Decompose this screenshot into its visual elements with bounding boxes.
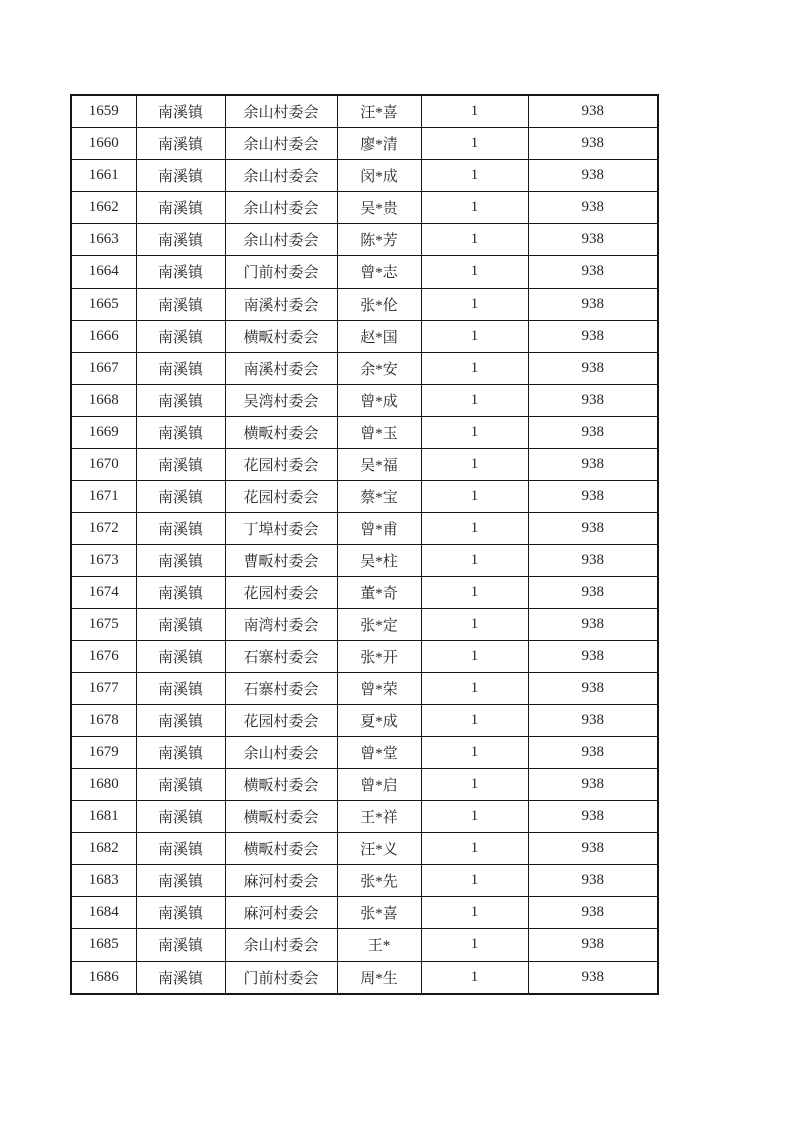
cell-seq: 1676 bbox=[71, 641, 136, 673]
cell-village: 吴湾村委会 bbox=[225, 384, 337, 416]
cell-village: 余山村委会 bbox=[225, 160, 337, 192]
cell-town: 南溪镇 bbox=[136, 256, 225, 288]
cell-town: 南溪镇 bbox=[136, 576, 225, 608]
cell-name: 曾*甫 bbox=[337, 512, 421, 544]
cell-count: 1 bbox=[421, 160, 528, 192]
cell-village: 余山村委会 bbox=[225, 128, 337, 160]
cell-village: 南溪村委会 bbox=[225, 352, 337, 384]
cell-count: 1 bbox=[421, 224, 528, 256]
cell-count: 1 bbox=[421, 865, 528, 897]
cell-village: 石寨村委会 bbox=[225, 673, 337, 705]
cell-name: 汪*义 bbox=[337, 833, 421, 865]
cell-town: 南溪镇 bbox=[136, 737, 225, 769]
cell-count: 1 bbox=[421, 384, 528, 416]
cell-count: 1 bbox=[421, 448, 528, 480]
cell-count: 1 bbox=[421, 608, 528, 640]
cell-town: 南溪镇 bbox=[136, 608, 225, 640]
cell-town: 南溪镇 bbox=[136, 544, 225, 576]
cell-name: 曾*玉 bbox=[337, 416, 421, 448]
cell-town: 南溪镇 bbox=[136, 224, 225, 256]
cell-seq: 1673 bbox=[71, 544, 136, 576]
cell-seq: 1682 bbox=[71, 833, 136, 865]
cell-town: 南溪镇 bbox=[136, 384, 225, 416]
cell-count: 1 bbox=[421, 769, 528, 801]
cell-village: 余山村委会 bbox=[225, 929, 337, 961]
table-row bbox=[71, 128, 658, 160]
cell-value: 938 bbox=[528, 705, 658, 737]
cell-village: 余山村委会 bbox=[225, 737, 337, 769]
cell-name: 张*开 bbox=[337, 641, 421, 673]
cell-town: 南溪镇 bbox=[136, 416, 225, 448]
cell-seq: 1679 bbox=[71, 737, 136, 769]
cell-town: 南溪镇 bbox=[136, 480, 225, 512]
cell-town: 南溪镇 bbox=[136, 801, 225, 833]
cell-count: 1 bbox=[421, 288, 528, 320]
cell-count: 1 bbox=[421, 705, 528, 737]
cell-seq: 1680 bbox=[71, 769, 136, 801]
cell-name: 夏*成 bbox=[337, 705, 421, 737]
cell-name: 张*先 bbox=[337, 865, 421, 897]
cell-value: 938 bbox=[528, 384, 658, 416]
cell-seq: 1675 bbox=[71, 608, 136, 640]
cell-town: 南溪镇 bbox=[136, 833, 225, 865]
cell-village: 余山村委会 bbox=[225, 95, 337, 128]
cell-town: 南溪镇 bbox=[136, 769, 225, 801]
table-row bbox=[71, 929, 658, 961]
cell-village: 横畈村委会 bbox=[225, 833, 337, 865]
cell-name: 廖*清 bbox=[337, 128, 421, 160]
cell-value: 938 bbox=[528, 192, 658, 224]
cell-village: 花园村委会 bbox=[225, 448, 337, 480]
cell-value: 938 bbox=[528, 608, 658, 640]
table-row bbox=[71, 801, 658, 833]
cell-name: 董*奇 bbox=[337, 576, 421, 608]
cell-value: 938 bbox=[528, 288, 658, 320]
cell-town: 南溪镇 bbox=[136, 95, 225, 128]
cell-town: 南溪镇 bbox=[136, 192, 225, 224]
cell-seq: 1674 bbox=[71, 576, 136, 608]
table-row bbox=[71, 608, 658, 640]
cell-seq: 1668 bbox=[71, 384, 136, 416]
cell-name: 曾*志 bbox=[337, 256, 421, 288]
cell-name: 吴*福 bbox=[337, 448, 421, 480]
cell-village: 花园村委会 bbox=[225, 705, 337, 737]
cell-value: 938 bbox=[528, 641, 658, 673]
cell-seq: 1686 bbox=[71, 961, 136, 994]
cell-value: 938 bbox=[528, 448, 658, 480]
cell-seq: 1681 bbox=[71, 801, 136, 833]
cell-village: 南湾村委会 bbox=[225, 608, 337, 640]
table-row bbox=[71, 737, 658, 769]
cell-value: 938 bbox=[528, 769, 658, 801]
cell-seq: 1663 bbox=[71, 224, 136, 256]
cell-value: 938 bbox=[528, 833, 658, 865]
cell-name: 赵*国 bbox=[337, 320, 421, 352]
cell-name: 张*喜 bbox=[337, 897, 421, 929]
cell-value: 938 bbox=[528, 737, 658, 769]
cell-value: 938 bbox=[528, 160, 658, 192]
cell-count: 1 bbox=[421, 352, 528, 384]
table-row bbox=[71, 352, 658, 384]
cell-value: 938 bbox=[528, 512, 658, 544]
cell-seq: 1666 bbox=[71, 320, 136, 352]
cell-count: 1 bbox=[421, 544, 528, 576]
table-row bbox=[71, 160, 658, 192]
table-row bbox=[71, 512, 658, 544]
table-row bbox=[71, 416, 658, 448]
cell-seq: 1662 bbox=[71, 192, 136, 224]
table-row bbox=[71, 897, 658, 929]
cell-value: 938 bbox=[528, 224, 658, 256]
data-table bbox=[70, 94, 659, 995]
cell-name: 闵*成 bbox=[337, 160, 421, 192]
cell-name: 周*生 bbox=[337, 961, 421, 994]
cell-count: 1 bbox=[421, 95, 528, 128]
cell-seq: 1661 bbox=[71, 160, 136, 192]
cell-count: 1 bbox=[421, 512, 528, 544]
cell-count: 1 bbox=[421, 192, 528, 224]
table-row bbox=[71, 576, 658, 608]
table-row bbox=[71, 705, 658, 737]
cell-village: 门前村委会 bbox=[225, 256, 337, 288]
cell-name: 吴*贵 bbox=[337, 192, 421, 224]
cell-seq: 1678 bbox=[71, 705, 136, 737]
cell-seq: 1684 bbox=[71, 897, 136, 929]
cell-town: 南溪镇 bbox=[136, 448, 225, 480]
table-row bbox=[71, 865, 658, 897]
cell-seq: 1685 bbox=[71, 929, 136, 961]
cell-seq: 1672 bbox=[71, 512, 136, 544]
cell-seq: 1659 bbox=[71, 95, 136, 128]
cell-count: 1 bbox=[421, 256, 528, 288]
cell-value: 938 bbox=[528, 929, 658, 961]
cell-village: 南溪村委会 bbox=[225, 288, 337, 320]
cell-village: 横畈村委会 bbox=[225, 801, 337, 833]
cell-name: 王* bbox=[337, 929, 421, 961]
cell-value: 938 bbox=[528, 544, 658, 576]
cell-name: 蔡*宝 bbox=[337, 480, 421, 512]
cell-seq: 1677 bbox=[71, 673, 136, 705]
table-row bbox=[71, 641, 658, 673]
cell-seq: 1660 bbox=[71, 128, 136, 160]
cell-seq: 1669 bbox=[71, 416, 136, 448]
cell-count: 1 bbox=[421, 801, 528, 833]
cell-count: 1 bbox=[421, 641, 528, 673]
cell-seq: 1683 bbox=[71, 865, 136, 897]
cell-value: 938 bbox=[528, 801, 658, 833]
cell-village: 石寨村委会 bbox=[225, 641, 337, 673]
table-row bbox=[71, 448, 658, 480]
cell-seq: 1664 bbox=[71, 256, 136, 288]
cell-town: 南溪镇 bbox=[136, 897, 225, 929]
cell-value: 938 bbox=[528, 961, 658, 994]
cell-village: 横畈村委会 bbox=[225, 769, 337, 801]
cell-count: 1 bbox=[421, 833, 528, 865]
cell-seq: 1671 bbox=[71, 480, 136, 512]
cell-count: 1 bbox=[421, 737, 528, 769]
cell-name: 曾*荣 bbox=[337, 673, 421, 705]
cell-name: 曾*启 bbox=[337, 769, 421, 801]
table-row bbox=[71, 288, 658, 320]
cell-name: 曾*成 bbox=[337, 384, 421, 416]
cell-count: 1 bbox=[421, 416, 528, 448]
cell-value: 938 bbox=[528, 352, 658, 384]
table-row bbox=[71, 256, 658, 288]
cell-value: 938 bbox=[528, 480, 658, 512]
cell-village: 横畈村委会 bbox=[225, 320, 337, 352]
cell-village: 曹畈村委会 bbox=[225, 544, 337, 576]
cell-count: 1 bbox=[421, 128, 528, 160]
cell-count: 1 bbox=[421, 576, 528, 608]
table-row bbox=[71, 384, 658, 416]
cell-value: 938 bbox=[528, 416, 658, 448]
table-row bbox=[71, 224, 658, 256]
cell-name: 曾*堂 bbox=[337, 737, 421, 769]
cell-village: 麻河村委会 bbox=[225, 897, 337, 929]
table-row bbox=[71, 769, 658, 801]
table-row bbox=[71, 961, 658, 994]
cell-count: 1 bbox=[421, 961, 528, 994]
cell-name: 张*定 bbox=[337, 608, 421, 640]
table-row bbox=[71, 320, 658, 352]
cell-village: 余山村委会 bbox=[225, 192, 337, 224]
cell-name: 王*祥 bbox=[337, 801, 421, 833]
cell-village: 花园村委会 bbox=[225, 480, 337, 512]
table-row bbox=[71, 673, 658, 705]
cell-village: 余山村委会 bbox=[225, 224, 337, 256]
cell-town: 南溪镇 bbox=[136, 512, 225, 544]
cell-village: 花园村委会 bbox=[225, 576, 337, 608]
cell-value: 938 bbox=[528, 256, 658, 288]
cell-town: 南溪镇 bbox=[136, 128, 225, 160]
cell-value: 938 bbox=[528, 320, 658, 352]
cell-name: 汪*喜 bbox=[337, 95, 421, 128]
table-row bbox=[71, 833, 658, 865]
table-row bbox=[71, 480, 658, 512]
cell-town: 南溪镇 bbox=[136, 288, 225, 320]
cell-value: 938 bbox=[528, 865, 658, 897]
cell-seq: 1670 bbox=[71, 448, 136, 480]
cell-count: 1 bbox=[421, 320, 528, 352]
cell-seq: 1665 bbox=[71, 288, 136, 320]
cell-town: 南溪镇 bbox=[136, 352, 225, 384]
cell-town: 南溪镇 bbox=[136, 929, 225, 961]
cell-village: 横畈村委会 bbox=[225, 416, 337, 448]
cell-name: 吴*柱 bbox=[337, 544, 421, 576]
cell-town: 南溪镇 bbox=[136, 673, 225, 705]
table-row bbox=[71, 544, 658, 576]
cell-town: 南溪镇 bbox=[136, 641, 225, 673]
table-row bbox=[71, 95, 658, 128]
cell-count: 1 bbox=[421, 897, 528, 929]
cell-count: 1 bbox=[421, 673, 528, 705]
cell-value: 938 bbox=[528, 95, 658, 128]
cell-seq: 1667 bbox=[71, 352, 136, 384]
cell-value: 938 bbox=[528, 673, 658, 705]
cell-name: 张*伦 bbox=[337, 288, 421, 320]
cell-village: 门前村委会 bbox=[225, 961, 337, 994]
cell-name: 陈*芳 bbox=[337, 224, 421, 256]
cell-town: 南溪镇 bbox=[136, 320, 225, 352]
cell-town: 南溪镇 bbox=[136, 865, 225, 897]
cell-count: 1 bbox=[421, 929, 528, 961]
cell-value: 938 bbox=[528, 897, 658, 929]
cell-town: 南溪镇 bbox=[136, 160, 225, 192]
cell-count: 1 bbox=[421, 480, 528, 512]
cell-value: 938 bbox=[528, 576, 658, 608]
table-row bbox=[71, 192, 658, 224]
table-body bbox=[71, 95, 658, 994]
cell-village: 麻河村委会 bbox=[225, 865, 337, 897]
cell-village: 丁埠村委会 bbox=[225, 512, 337, 544]
cell-town: 南溪镇 bbox=[136, 961, 225, 994]
cell-name: 余*安 bbox=[337, 352, 421, 384]
cell-value: 938 bbox=[528, 128, 658, 160]
cell-town: 南溪镇 bbox=[136, 705, 225, 737]
